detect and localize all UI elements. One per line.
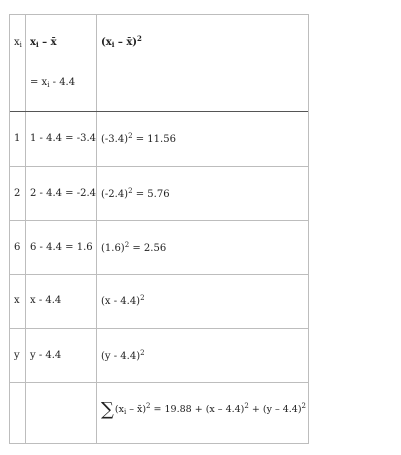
header-row <box>10 15 308 112</box>
x-value: 6 <box>14 242 21 253</box>
table-row <box>10 328 308 382</box>
header-xi: $x_i$ <box>14 37 22 49</box>
table-row <box>10 220 308 274</box>
x-value: x <box>14 295 20 306</box>
squared-deviation-value: $(-3.4)^2 = 11.56$ <box>101 132 176 145</box>
deviation-value: y - 4.4 <box>30 350 62 361</box>
deviation-value: 6 - 4.4 = 1.6 <box>30 242 93 253</box>
squared-deviation-value: $(1.6)^2 = 2.56$ <box>101 241 167 254</box>
x-value: y <box>14 350 20 361</box>
total-row <box>10 382 308 443</box>
squared-deviation-value: (y - 4.4)$^2$ <box>101 349 145 362</box>
sum-of-squares-formula: $\sum(x_i$ – x̄)$^2$ = 19.88 + (x – 4.4)$^2$ + (y – 4.4)$^2$ <box>101 399 307 420</box>
deviation-value: 2 - 4.4 = -2.4 <box>30 188 97 199</box>
squared-deviation-value: (x - 4.4)$^2$ <box>101 294 145 307</box>
table-row <box>10 274 308 328</box>
header-deviation-formula: = $x_i - 4.4$ <box>30 77 76 89</box>
variance-table <box>9 14 309 444</box>
header-deviation: $x_i$ – x̄ <box>30 37 57 49</box>
squared-deviation-value: $(-2.4)^2 = 5.76$ <box>101 187 170 200</box>
deviation-value: x - 4.4 <box>30 295 62 306</box>
table-row <box>10 112 308 166</box>
x-value: 1 <box>14 133 21 144</box>
table-row <box>10 166 308 220</box>
deviation-value: 1 - 4.4 = -3.4 <box>30 133 97 144</box>
x-value: 2 <box>14 188 21 199</box>
header-squared-deviation: ($x_i$ – x̄)$^2$ <box>101 34 142 49</box>
